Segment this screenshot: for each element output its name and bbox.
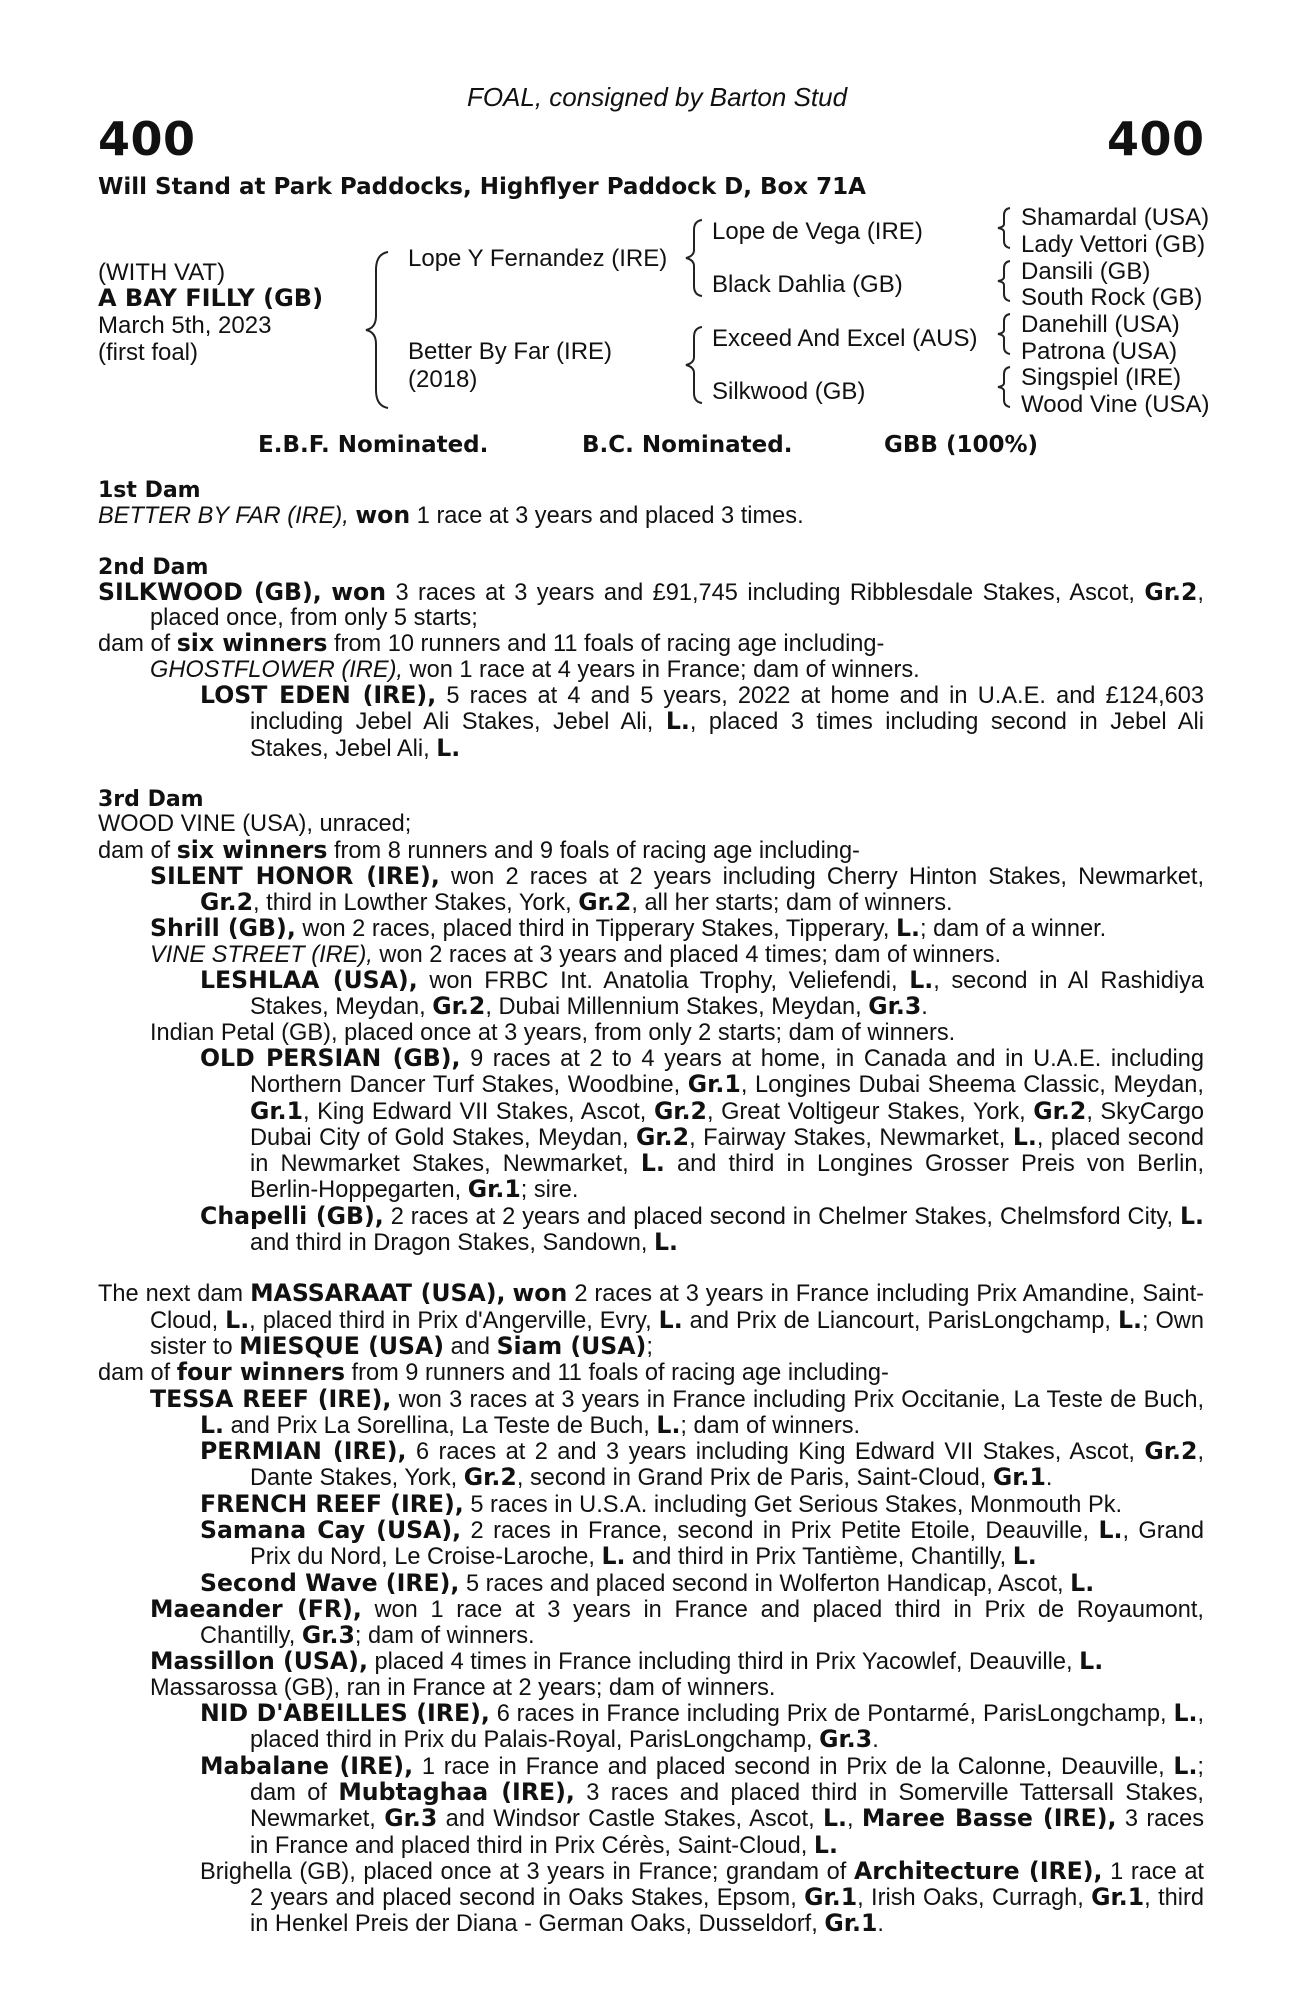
first-dam-para: BETTER BY FAR (IRE), won 1 race at 3 years and placed 3 times. — [98, 501, 804, 530]
pedigree-brace-ds — [994, 312, 1014, 356]
bc-nomination: B.C. Nominated. — [582, 432, 793, 458]
lot-number-right: 400 — [1107, 112, 1205, 166]
third-dam-heading: 3rd Dam — [98, 786, 204, 812]
list-item: Chapelli (GB), 2 races at 2 years and placed second in Chelmer Stakes, Chelmsford City, L. and third in Dragon Stakes, Sandown, L. — [200, 1201, 1204, 1257]
list-item: VINE STREET (IRE), won 2 races at 3 years and placed 4 times; dam of winners. — [150, 941, 1002, 968]
second-dam-para: SILKWOOD (GB), won 3 races at 3 years and £91,745 including Ribblesdale Stakes, Ascot, Gr.2, placed once, from only 5 starts; — [98, 577, 1204, 632]
list-item: Samana Cay (USA), 2 races in France, second in Prix Petite Etoile, Deauville, L., Grand Prix du Nord, Le Croise-Laroche, L. and third in Prix Tantième, Chantilly, L. — [200, 1515, 1204, 1571]
list-item: Brighella (GB), placed once at 3 years in France; grandam of Architecture (IRE), 1 race at 2 years and placed second in Oaks Stakes, Epsom, Gr.1, Irish Oaks, Curragh, Gr.1, third in Henkel Preis der Diana - German Oaks, Dusseldorf, Gr.1. — [200, 1856, 1204, 1938]
list-item: Massillon (USA), placed 4 times in France including third in Prix Yacowlef, Deauville, L. — [150, 1647, 1104, 1676]
pedigree-dam-year: (2018) — [408, 366, 478, 393]
foal-note: (first foal) — [98, 339, 199, 366]
list-item: PERMIAN (IRE), 6 races at 2 and 3 years including King Edward VII Stakes, Ascot, Gr.2, Dante Stakes, York, Gr.2, second in Grand Prix de Paris, Saint-Cloud, Gr.1. — [200, 1437, 1204, 1492]
pedigree-brace-main — [360, 250, 396, 410]
second-dam-heading: 2nd Dam — [98, 554, 209, 580]
consignor-line: FOAL, consigned by Barton Stud — [466, 82, 848, 112]
list-item: NID D'ABEILLES (IRE), 6 races in France including Prix de Pontarmé, ParisLongchamp, L., placed third in Prix du Palais-Royal, ParisLongchamp, Gr.3. — [200, 1699, 1204, 1754]
list-item: LESHLAA (USA), won FRBC Int. Anatolia Trophy, Veliefendi, L., second in Al Rashidiya Stakes, Meydan, Gr.2, Dubai Millennium Stakes, Meydan, Gr.3. — [200, 966, 1205, 1021]
pedigree-dsd: Patrona (USA) — [1021, 338, 1178, 365]
pedigree-brace-ss — [994, 206, 1014, 250]
pedigree-sire: Lope Y Fernandez (IRE) — [408, 245, 668, 272]
gbb-status: GBB (100%) — [884, 432, 1039, 458]
catalogue-body — [98, 478, 1204, 1938]
vat-note: (WITH VAT) — [98, 259, 226, 286]
list-item: FRENCH REEF (IRE), 5 races in U.S.A. including Get Serious Stakes, Monmouth Pk. — [200, 1489, 1123, 1518]
list-item: Maeander (FR), won 1 race at 3 years in France and placed third in Prix de Royaumont, Chantilly, Gr.3; dam of winners. — [150, 1594, 1204, 1650]
pedigree-sire-sire: Lope de Vega (IRE) — [712, 218, 923, 245]
pedigree-dam: Better By Far (IRE) — [408, 338, 613, 365]
pedigree-brace-sire — [682, 218, 706, 298]
pedigree-brace-dd — [994, 365, 1014, 409]
pedigree-sss: Shamardal (USA) — [1021, 204, 1210, 231]
second-dam-produce: dam of six winners from 10 runners and 11 foals of racing age including- — [98, 629, 885, 658]
third-dam-produce: dam of six winners from 8 runners and 9 foals of racing age including- — [98, 835, 860, 864]
list-item: Mabalane (IRE), 1 race in France and placed second in Prix de la Calonne, Deauville, L.; dam of Mubtaghaa (IRE), 3 races and placed third in Somerville Tattersall Stakes, Newmarket, Gr.3 and Windsor Castle Stakes, Ascot, L., Maree Basse (IRE), 3 races in France and placed third in Prix Cérès, Saint-Cloud, L. — [200, 1751, 1205, 1859]
pedigree-ddd: Wood Vine (USA) — [1021, 391, 1210, 418]
ebf-nomination: E.B.F. Nominated. — [258, 432, 489, 458]
lot-number-left: 400 — [98, 112, 196, 166]
foaling-date: March 5th, 2023 — [98, 312, 272, 339]
list-item: Shrill (GB), won 2 races, placed third in Tipperary Stakes, Tipperary, L.; dam of a winner. — [150, 914, 1107, 943]
pedigree-dss: Danehill (USA) — [1021, 311, 1180, 338]
list-item: GHOSTFLOWER (IRE), won 1 race at 4 years in France; dam of winners. — [150, 656, 920, 683]
third-dam-intro: WOOD VINE (USA), unraced; — [98, 811, 412, 838]
pedigree-dam-dam: Silkwood (GB) — [712, 378, 866, 405]
next-dam-para: The next dam MASSARAAT (USA), won 2 races at 3 years in France including Prix Amandine, Saint-Cloud, L., placed third in Prix d'Angerville, Evry, L. and Prix de Liancourt, ParisLongchamp, L.; Own sister to MIESQUE (USA) and Siam (USA); — [98, 1279, 1205, 1360]
first-dam-heading: 1st Dam — [98, 478, 201, 503]
pedigree-ssd: Lady Vettori (GB) — [1021, 231, 1206, 258]
pedigree-sire-dam: Black Dahlia (GB) — [712, 271, 903, 298]
list-item: SILENT HONOR (IRE), won 2 races at 2 years including Cherry Hinton Stakes, Newmarket, Gr.2, third in Lowther Stakes, York, Gr.2, all her starts; dam of winners. — [150, 861, 1204, 917]
next-dam-produce: dam of four winners from 9 runners and 11 foals of racing age including- — [98, 1358, 889, 1387]
horse-name: A BAY FILLY (GB) — [98, 284, 324, 312]
list-item: LOST EDEN (IRE), 5 races at 4 and 5 years, 2022 at home and in U.A.E. and £124,603 including Jebel Ali Stakes, Jebel Ali, L., placed 3 times including second in Jebel Ali Stakes, Jebel Ali, L. — [200, 681, 1205, 762]
pedigree-sds: Dansili (GB) — [1021, 258, 1151, 285]
stand-location: Will Stand at Park Paddocks, Highflyer Paddock D, Box 71A — [98, 174, 866, 200]
list-item: OLD PERSIAN (GB), 9 races at 2 to 4 years at home, in Canada and in U.A.E. including Northern Dancer Turf Stakes, Woodbine, Gr.1, Longines Dubai Sheema Classic, Meydan, Gr.1, King Edward VII Stakes, Ascot, Gr.2, Great Voltigeur Stakes, York, Gr.2, SkyCargo Dubai City of Gold Stakes, Meydan, Gr.2, Fairway Stakes, Newmarket, L., placed second in Newmarket Stakes, Newmarket, L. and third in Longines Grosser Preis von Berlin, Berlin-Hoppegarten, Gr.1; sire. — [200, 1043, 1205, 1204]
list-item: Indian Petal (GB), placed once at 3 years, from only 2 starts; dam of winners. — [150, 1019, 956, 1046]
list-item: Massarossa (GB), ran in France at 2 years; dam of winners. — [150, 1674, 776, 1701]
list-item: TESSA REEF (IRE), won 3 races at 3 years in France including Prix Occitanie, La Teste de Buch, L. and Prix La Sorellina, La Teste de Buch, L.; dam of winners. — [150, 1384, 1205, 1439]
pedigree-dds: Singspiel (IRE) — [1021, 364, 1182, 391]
pedigree-brace-sd — [994, 259, 1014, 303]
list-item: Second Wave (IRE), 5 races and placed second in Wolferton Handicap, Ascot, L. — [200, 1568, 1095, 1597]
pedigree-dam-sire: Exceed And Excel (AUS) — [712, 325, 978, 352]
pedigree-brace-dam — [682, 325, 706, 405]
pedigree-sdd: South Rock (GB) — [1021, 284, 1203, 311]
